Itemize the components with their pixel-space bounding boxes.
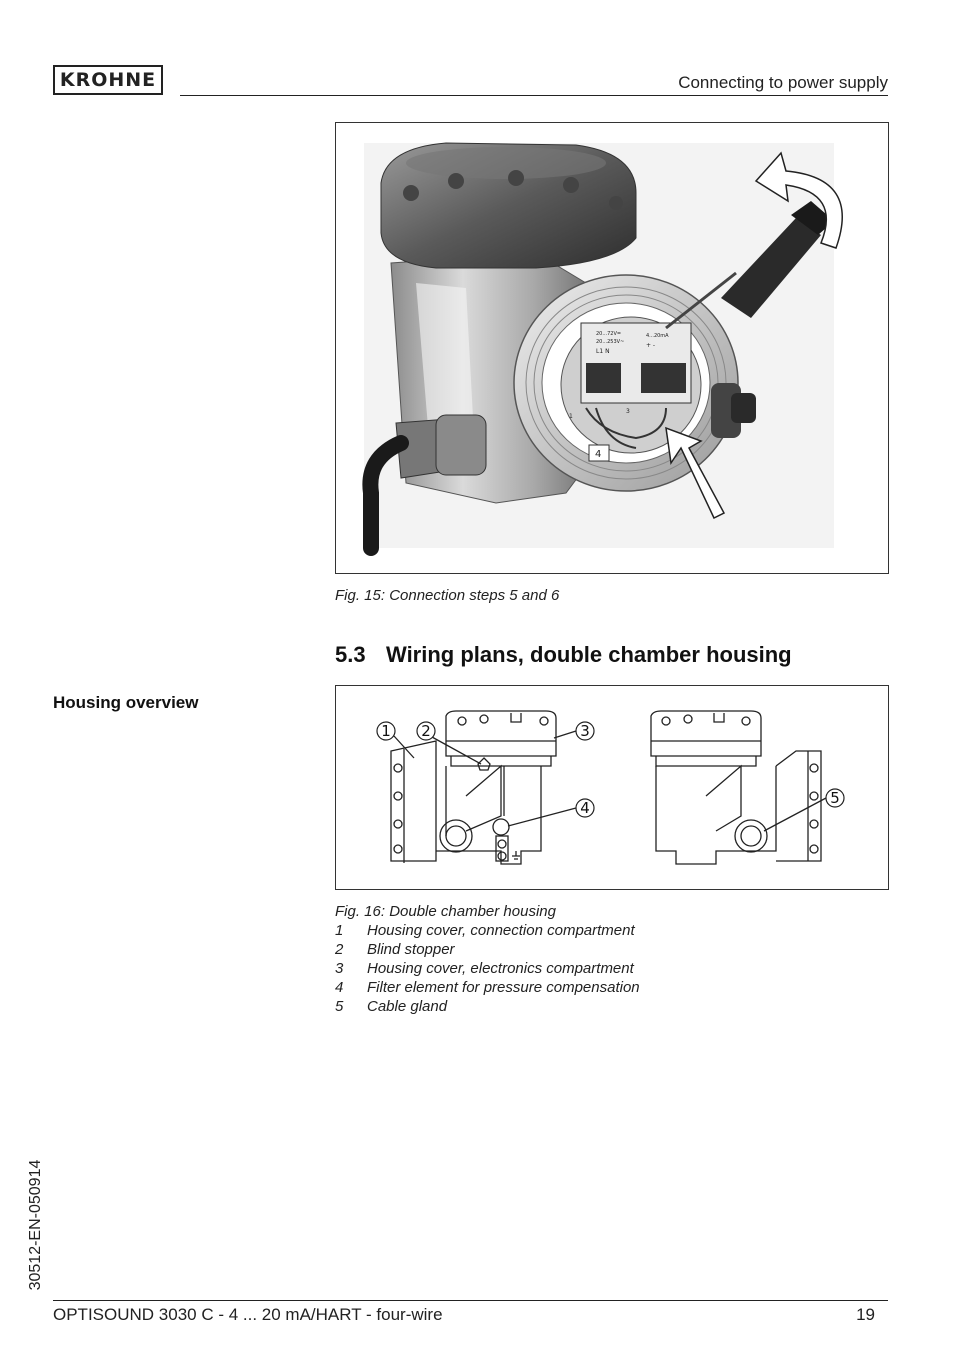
callout-4: 4: [580, 799, 590, 817]
legend-item: [335, 922, 640, 941]
svg-text:20...72V=: 20...72V=: [596, 331, 622, 337]
legend-item: [335, 941, 640, 960]
callout-3: 3: [580, 722, 590, 740]
section-heading: [335, 642, 792, 668]
callout-2: 2: [421, 722, 431, 740]
footer-rule: [53, 1300, 888, 1301]
svg-text:20...253V~: 20...253V~: [596, 339, 625, 345]
page-number: 19: [856, 1305, 875, 1324]
logo-text: KROHNE: [59, 69, 157, 91]
legend-text: Cable gland: [367, 998, 448, 1015]
footer-document-title: OPTISOUND 3030 C - 4 ... 20 mA/HART - four-wire: [53, 1305, 443, 1324]
svg-text:4: 4: [595, 449, 602, 460]
legend-number: 5: [335, 998, 344, 1015]
krohne-logo: [53, 65, 163, 95]
svg-text:4...20mA: 4...20mA: [646, 333, 669, 339]
svg-text:3: 3: [626, 408, 630, 415]
legend-item: [335, 979, 640, 998]
legend-item: [335, 960, 640, 979]
legend-text: Blind stopper: [367, 941, 455, 958]
legend-number: 2: [335, 941, 344, 958]
legend-number: 4: [335, 979, 344, 996]
legend-text: Filter element for pressure compensation: [367, 979, 640, 996]
header-rule: [180, 95, 888, 96]
legend-number: 1: [335, 922, 344, 939]
callout-1: 1: [381, 722, 391, 740]
callout-5: 5: [830, 789, 840, 807]
sidebar-heading: Housing overview: [53, 693, 199, 712]
section-number: 5.3: [335, 642, 366, 667]
figure-16-illustration: [336, 686, 888, 889]
header-section-title: Connecting to power supply: [678, 73, 888, 92]
legend-text: Housing cover, connection compartment: [367, 922, 635, 939]
legend-item: [335, 998, 640, 1017]
section-title: Wiring plans, double chamber housing: [386, 642, 792, 667]
figure-15-caption: Fig. 15: Connection steps 5 and 6: [335, 587, 560, 604]
figure-15-frame: [335, 122, 889, 574]
svg-text:L1 N: L1 N: [596, 348, 610, 355]
figure-15-illustration: [336, 123, 888, 573]
legend-text: Housing cover, electronics compartment: [367, 960, 634, 977]
figure-16-frame: [335, 685, 889, 890]
svg-text:1: 1: [569, 413, 573, 420]
document-id: 30512-EN-050914: [27, 1159, 44, 1291]
legend-number: 3: [335, 960, 344, 977]
svg-text:+ -: + -: [646, 342, 656, 349]
figure-16-legend: [335, 922, 640, 1017]
figure-16-caption: Fig. 16: Double chamber housing: [335, 903, 556, 920]
